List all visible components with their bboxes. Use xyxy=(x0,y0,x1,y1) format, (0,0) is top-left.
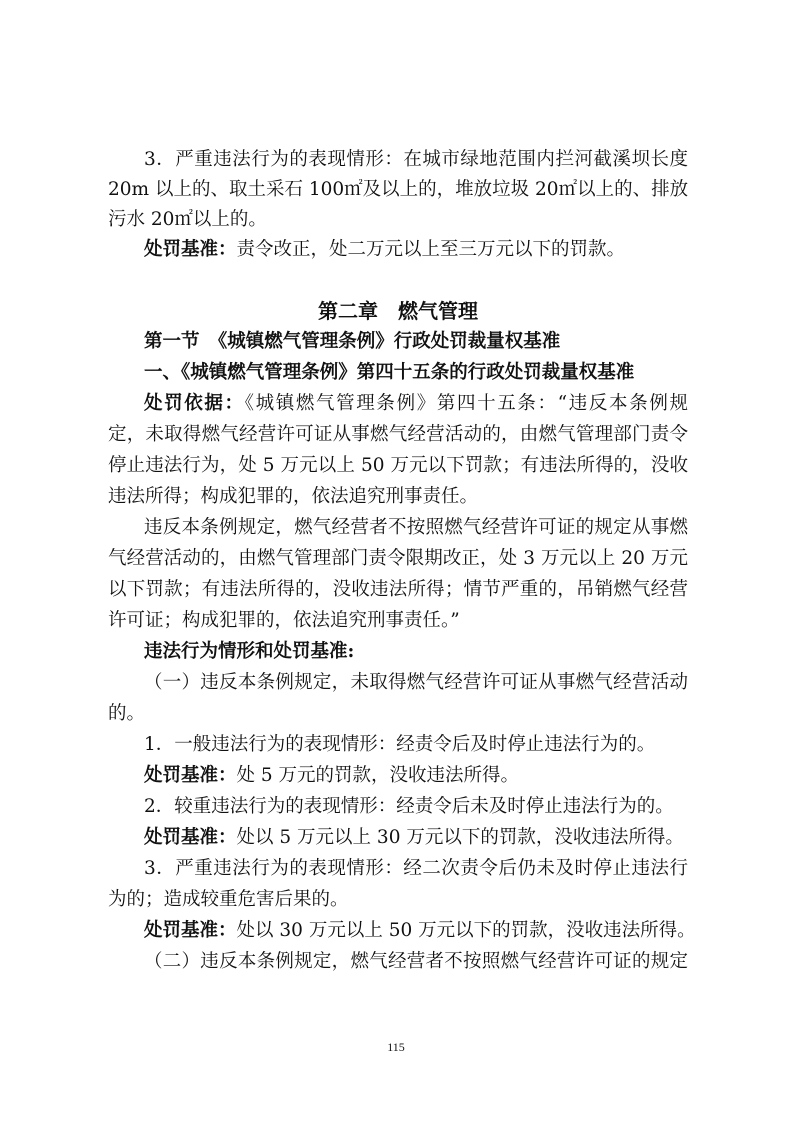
paragraph-line: 2．较重违法行为的表现情形：经责令后未及时停止违法行为的。 xyxy=(144,796,674,817)
section-title: 第一节 《城镇燃气管理条例》行政处罚裁量权基准 xyxy=(144,331,561,352)
page-number: 115 xyxy=(387,1040,405,1054)
penalty-standard-text: 责令改正，处二万元以上至三万元以下的罚款。 xyxy=(236,239,626,260)
paragraph-line: （一）违反本条例规定，未取得燃气经营许可证从事燃气经营活动 xyxy=(144,672,688,693)
penalty-standard-text: 处以 5 万元以上 30 万元以下的罚款，没收违法所得。 xyxy=(236,827,684,848)
penalty-standard-label: 处罚基准： xyxy=(144,827,237,848)
paragraph-line: （二）违反本条例规定，燃气经营者不按照燃气经营许可证的规定 xyxy=(144,951,688,972)
paragraph-line: 违法所得；构成犯罪的，依法追究刑事责任。 xyxy=(108,486,479,507)
paragraph-line: 的。 xyxy=(108,703,146,724)
article-heading: 一、《城镇燃气管理条例》第四十五条的行政处罚裁量权基准 xyxy=(144,362,635,383)
paragraph-line: 气经营活动的，由燃气管理部门责令限期改正，处 3 万元以上 20 万元 xyxy=(108,548,688,569)
penalty-standard-line xyxy=(108,823,724,853)
penalty-standard-line xyxy=(108,761,724,791)
violation-heading: 违法行为情形和处罚基准: xyxy=(144,641,355,662)
penalty-basis-label: 处罚依据： xyxy=(144,393,245,414)
paragraph-line: 定，未取得燃气经营许可证从事燃气经营活动的，由燃气管理部门责令 xyxy=(108,424,688,445)
paragraph-line: 污水 20㎡以上的。 xyxy=(108,209,267,230)
penalty-standard-line xyxy=(108,235,724,265)
penalty-standard-label: 处罚基准： xyxy=(144,765,237,786)
penalty-basis-text: 《城镇燃气管理条例》第四十五条：“违反本条例规 xyxy=(244,393,688,414)
paragraph-line: 1．一般违法行为的表现情形：经责令后及时停止违法行为的。 xyxy=(144,734,656,755)
penalty-standard-line xyxy=(108,916,724,946)
paragraph-line: 停止违法行为，处 5 万元以上 50 万元以下罚款；有违法所得的，没收 xyxy=(108,455,688,476)
penalty-standard-label: 处罚基准： xyxy=(144,920,237,941)
chapter-title: 第二章 燃气管理 xyxy=(318,299,478,323)
paragraph-line: 20m 以上的、取土采石 100㎡及以上的，堆放垃圾 20㎡以上的、排放 xyxy=(108,179,689,200)
penalty-standard-text: 处以 30 万元以上 50 万元以下的罚款，没收违法所得。 xyxy=(236,920,696,941)
penalty-basis-line xyxy=(108,389,688,419)
penalty-standard-text: 处 5 万元的罚款，没收违法所得。 xyxy=(236,765,520,786)
penalty-standard-label: 处罚基准： xyxy=(144,239,237,260)
paragraph-line: 违反本条例规定，燃气经营者不按照燃气经营许可证的规定从事燃 xyxy=(144,517,688,538)
paragraph-line: 3．严重违法行为的表现情形：经二次责令后仍未及时停止违法行 xyxy=(144,858,688,879)
paragraph-line: 3．严重违法行为的表现情形：在城市绿地范围内拦河截溪坝长度 xyxy=(144,149,688,170)
paragraph-line: 为的；造成较重危害后果的。 xyxy=(108,889,349,910)
paragraph-line: 许可证；构成犯罪的，依法追究刑事责任。” xyxy=(108,610,460,631)
paragraph-line: 以下罚款；有违法所得的，没收违法所得；情节严重的，吊销燃气经营 xyxy=(108,579,688,600)
